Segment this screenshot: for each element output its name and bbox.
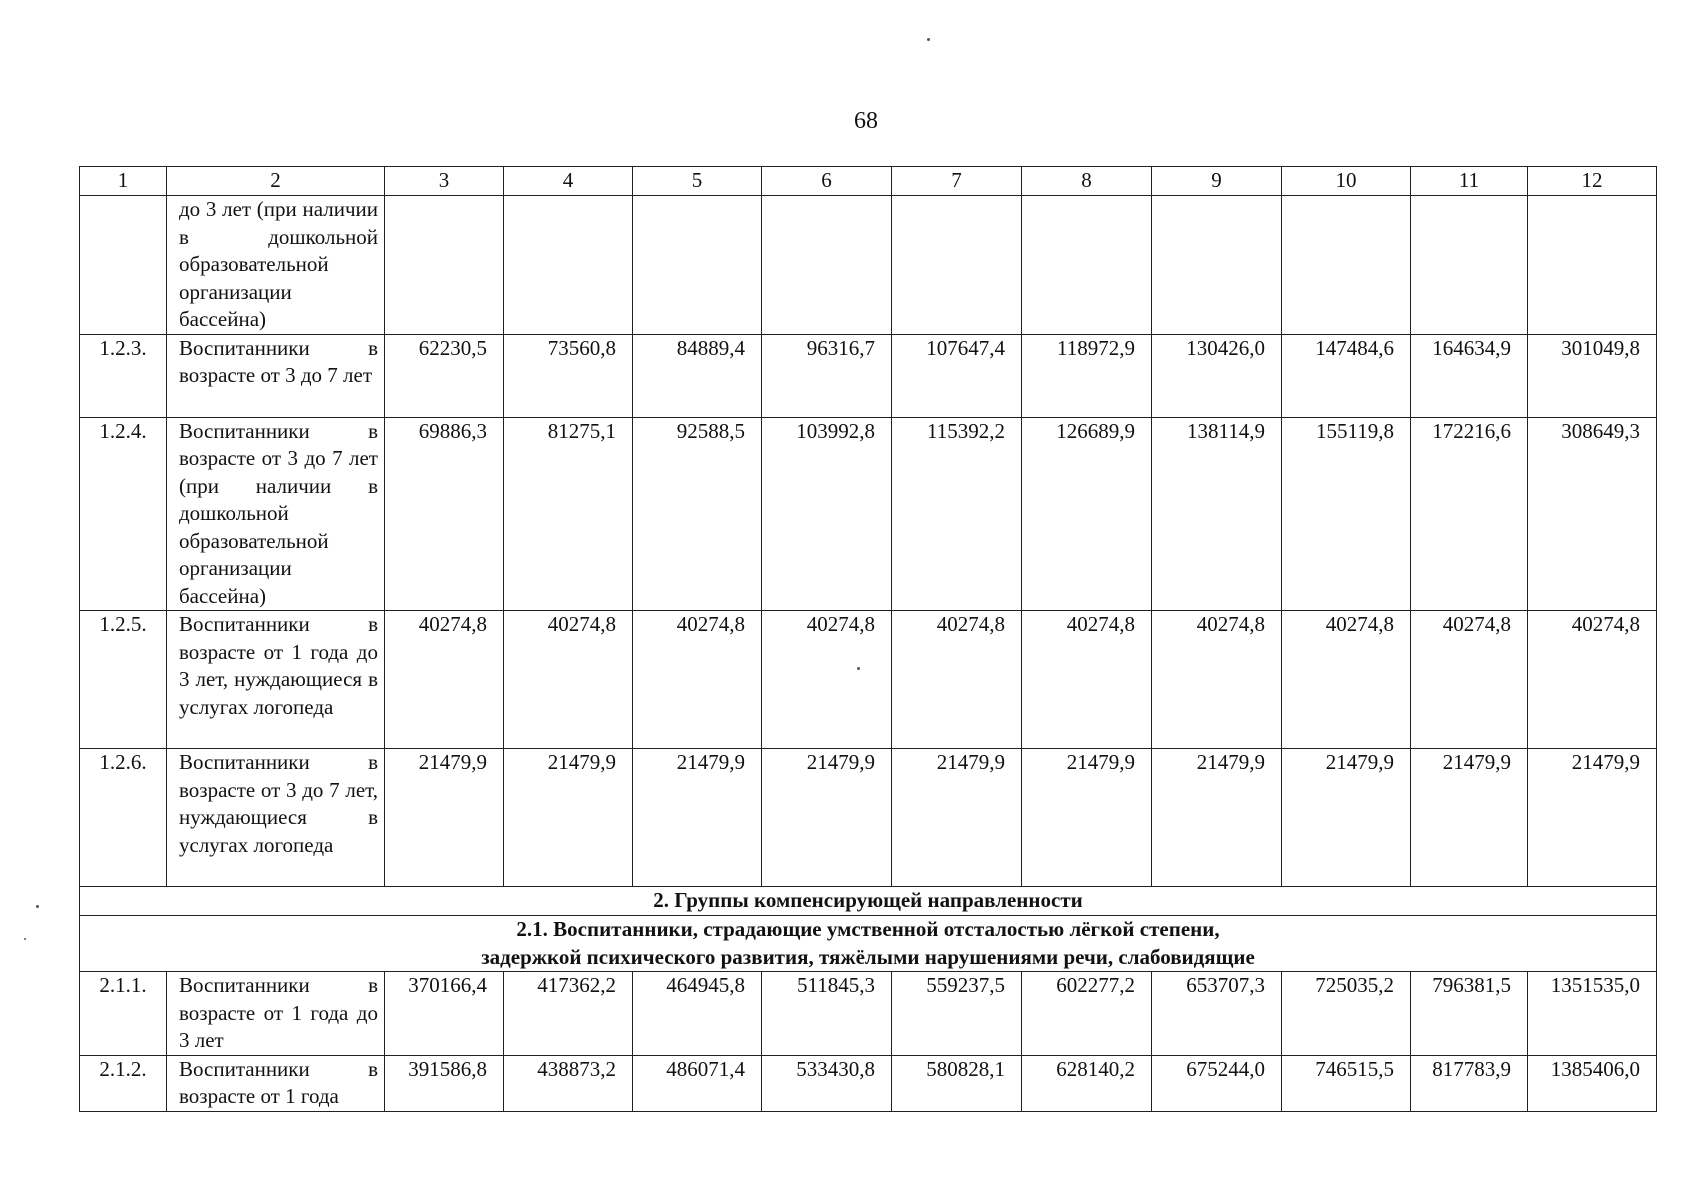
row-value: 21479,9 [762, 749, 892, 887]
row-value: 107647,4 [892, 334, 1022, 417]
row-number [80, 196, 167, 335]
row-value: 103992,8 [762, 417, 892, 611]
section-header-row [80, 887, 1657, 916]
row-value: 675244,0 [1152, 1055, 1282, 1111]
row-value: 21479,9 [504, 749, 633, 887]
row-value [1528, 196, 1657, 335]
row-number: 1.2.3. [80, 334, 167, 417]
column-header: 7 [892, 167, 1022, 196]
subsection-title-line-2: задержкой психического развития, тяжёлыми нарушениями речи, слабовидящие [481, 944, 1255, 969]
column-header: 8 [1022, 167, 1152, 196]
row-value: 155119,8 [1282, 417, 1411, 611]
row-value: 62230,5 [385, 334, 504, 417]
scan-speck [927, 38, 930, 41]
row-value: 817783,9 [1411, 1055, 1528, 1111]
row-value: 147484,6 [1282, 334, 1411, 417]
row-value: 40274,8 [504, 611, 633, 749]
row-description: до 3 лет (при наличии в дошкольной образовательной организации бассейна) [167, 196, 385, 335]
row-value: 118972,9 [1022, 334, 1152, 417]
row-value: 628140,2 [1022, 1055, 1152, 1111]
column-header: 12 [1528, 167, 1657, 196]
row-value [1411, 196, 1528, 335]
table-row [80, 196, 1657, 335]
row-value [1282, 196, 1411, 335]
subsection-title [80, 916, 1657, 972]
row-value: 96316,7 [762, 334, 892, 417]
row-number: 2.1.1. [80, 972, 167, 1056]
section-title: 2. Группы компенсирующей направленности [80, 887, 1657, 916]
row-description: Воспитанники в возрасте от 3 до 7 лет [167, 334, 385, 417]
row-value: 40274,8 [1022, 611, 1152, 749]
subsection-title-line-1: 2.1. Воспитанники, страдающие умственной отсталостью лёгкой степени, [516, 917, 1220, 941]
row-value: 417362,2 [504, 972, 633, 1056]
table-row [80, 417, 1657, 611]
row-description: Воспитанники в возрасте от 1 года [167, 1055, 385, 1111]
row-value: 746515,5 [1282, 1055, 1411, 1111]
row-value: 40274,8 [385, 611, 504, 749]
row-value: 796381,5 [1411, 972, 1528, 1056]
row-value: 69886,3 [385, 417, 504, 611]
row-value: 21479,9 [1528, 749, 1657, 887]
row-value [633, 196, 762, 335]
row-value: 92588,5 [633, 417, 762, 611]
row-value [762, 196, 892, 335]
scan-speck [24, 938, 26, 940]
column-header: 11 [1411, 167, 1528, 196]
row-description: Воспитанники в возрасте от 3 до 7 лет (при наличии в дошкольной образовательной организации бассейна) [167, 417, 385, 611]
row-value [504, 196, 633, 335]
row-number: 1.2.5. [80, 611, 167, 749]
row-value: 164634,9 [1411, 334, 1528, 417]
row-value: 21479,9 [385, 749, 504, 887]
row-value: 464945,8 [633, 972, 762, 1056]
row-value: 1385406,0 [1528, 1055, 1657, 1111]
table-row [80, 334, 1657, 417]
column-header: 1 [80, 167, 167, 196]
row-value [385, 196, 504, 335]
row-value [1022, 196, 1152, 335]
row-value: 559237,5 [892, 972, 1022, 1056]
table-row [80, 611, 1657, 749]
row-value: 725035,2 [1282, 972, 1411, 1056]
tariff-table [79, 166, 1657, 1112]
row-value [892, 196, 1022, 335]
column-header: 10 [1282, 167, 1411, 196]
row-description: Воспитанники в возрасте от 3 до 7 лет, нуждающиеся в услугах логопеда [167, 749, 385, 887]
column-header: 9 [1152, 167, 1282, 196]
table-row [80, 749, 1657, 887]
row-value: 438873,2 [504, 1055, 633, 1111]
scan-speck [857, 667, 860, 670]
row-value: 21479,9 [1152, 749, 1282, 887]
column-header: 2 [167, 167, 385, 196]
row-value: 653707,3 [1152, 972, 1282, 1056]
row-value: 84889,4 [633, 334, 762, 417]
row-description: Воспитанники в возрасте от 1 года до 3 лет [167, 972, 385, 1056]
page-number: 68 [854, 108, 878, 134]
row-value: 40274,8 [1152, 611, 1282, 749]
row-number: 1.2.4. [80, 417, 167, 611]
column-header: 6 [762, 167, 892, 196]
row-description: Воспитанники в возрасте от 1 года до 3 лет, нуждающиеся в услугах логопеда [167, 611, 385, 749]
row-value: 40274,8 [892, 611, 1022, 749]
row-number: 1.2.6. [80, 749, 167, 887]
row-value: 21479,9 [1411, 749, 1528, 887]
row-value [1152, 196, 1282, 335]
subsection-header-row [80, 916, 1657, 972]
row-value: 40274,8 [1282, 611, 1411, 749]
tariff-table-sheet [79, 166, 1657, 1112]
row-value: 370166,4 [385, 972, 504, 1056]
row-value: 486071,4 [633, 1055, 762, 1111]
row-value: 602277,2 [1022, 972, 1152, 1056]
row-value: 301049,8 [1528, 334, 1657, 417]
row-value: 130426,0 [1152, 334, 1282, 417]
row-value: 533430,8 [762, 1055, 892, 1111]
column-header: 3 [385, 167, 504, 196]
row-number: 2.1.2. [80, 1055, 167, 1111]
table-row [80, 972, 1657, 1056]
scan-speck [36, 905, 39, 908]
row-value: 40274,8 [1411, 611, 1528, 749]
row-value: 40274,8 [762, 611, 892, 749]
row-value: 40274,8 [633, 611, 762, 749]
row-value: 40274,8 [1528, 611, 1657, 749]
row-value: 81275,1 [504, 417, 633, 611]
row-value: 21479,9 [633, 749, 762, 887]
table-row [80, 1055, 1657, 1111]
column-number-header-row [80, 167, 1657, 196]
row-value: 115392,2 [892, 417, 1022, 611]
row-value: 138114,9 [1152, 417, 1282, 611]
row-value: 172216,6 [1411, 417, 1528, 611]
row-value: 391586,8 [385, 1055, 504, 1111]
row-value: 1351535,0 [1528, 972, 1657, 1056]
row-value: 21479,9 [892, 749, 1022, 887]
row-value: 580828,1 [892, 1055, 1022, 1111]
row-value: 21479,9 [1282, 749, 1411, 887]
row-value: 308649,3 [1528, 417, 1657, 611]
column-header: 5 [633, 167, 762, 196]
row-value: 126689,9 [1022, 417, 1152, 611]
row-value: 73560,8 [504, 334, 633, 417]
column-header: 4 [504, 167, 633, 196]
row-value: 511845,3 [762, 972, 892, 1056]
row-value: 21479,9 [1022, 749, 1152, 887]
